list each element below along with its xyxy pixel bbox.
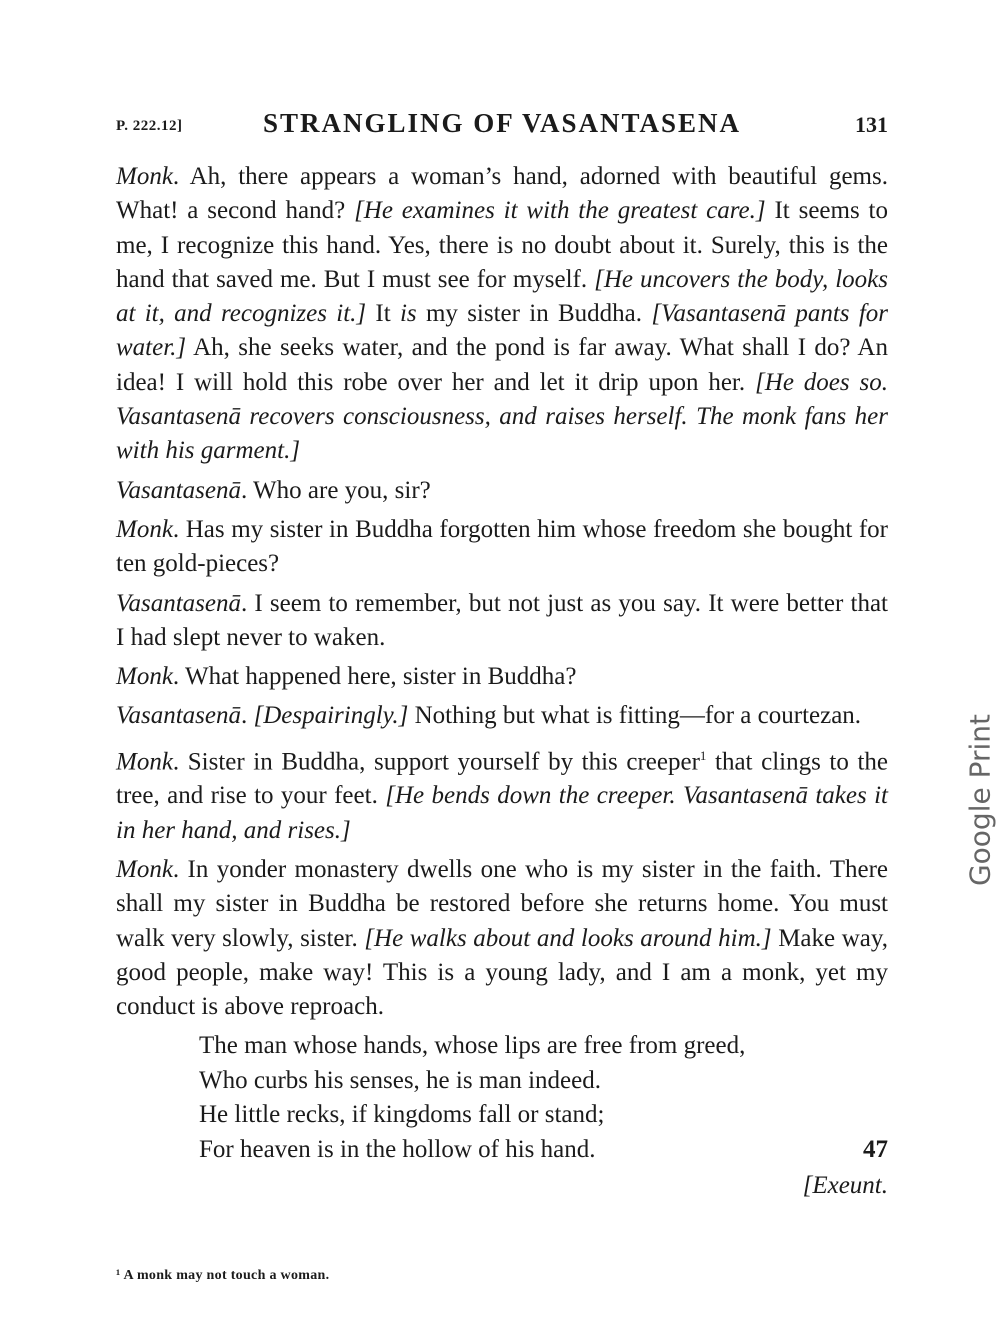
dialogue-text: . Has my sister in Buddha forgotten him whose freedom she bought for ten gold-pieces? [116, 515, 888, 578]
dialogue-text: Nothing but what is fitting—for a courtezan. [408, 702, 862, 730]
stage-direction: [Despairingly.] [253, 702, 409, 730]
watermark: Google Print [963, 713, 997, 887]
running-header [116, 108, 888, 144]
dialogue-paragraph [116, 513, 888, 582]
stage-direction: [He examines it with the greatest care.] [354, 197, 766, 225]
verse-line: He little recks, if kingdoms fall or stand; [199, 1101, 605, 1129]
dialogue-text: . Who are you, sir? [241, 476, 431, 504]
page-reference: P. 222.12] [116, 118, 183, 134]
stage-direction: [Vasantasenā pants for water.] [116, 300, 888, 362]
speaker-name: Monk [116, 663, 173, 691]
speaker-name: Vasantasenā [116, 476, 241, 504]
page-number: 131 [855, 112, 888, 137]
stage-direction-exeunt: [Exeunt. [802, 1172, 888, 1200]
speaker-name: Vasantasenā [116, 589, 241, 617]
dialogue-text: Make way, good people, make way! This is a young lady, and I am a monk, yet my conduct is above reproach. [116, 924, 888, 1021]
chapter-title: STRANGLING OF VASANTASENA [262, 108, 742, 138]
verse-stanza [199, 1029, 888, 1167]
footnote-marker: 1 [699, 747, 707, 763]
stage-direction: [He walks about and looks around him.] [364, 924, 772, 952]
speaker-name: Monk [116, 163, 173, 190]
dialogue-text: Ah, she seeks water, and the pond is far away. What shall I do? An idea! I will hold this robe over her and let it drip upon her. [116, 334, 888, 396]
emphasis: is [399, 300, 417, 328]
verse-line: For heaven is in the hollow of his hand. [199, 1135, 596, 1163]
dialogue-paragraph [116, 160, 888, 469]
dialogue-paragraph [116, 474, 888, 508]
dialogue-text: . Sister in Buddha, support yourself by this creeper [172, 748, 700, 776]
dialogue-paragraph [116, 739, 888, 848]
dialogue-text: my sister in Buddha. [416, 300, 652, 328]
verse-number: 47 [863, 1135, 888, 1163]
dialogue-text: . In yonder monastery dwells one who is my sister in the faith. There shall my sister in Buddha be restored before she returns home. You must walk very slowly, sister. [116, 855, 888, 952]
dialogue-text: that clings to the tree, and rise to your feet. [116, 748, 888, 810]
speaker-name: Monk [116, 748, 173, 776]
dialogue-text: It seems to me, I recognize this hand. Yes, there is no doubt about it. Surely, this is the hand that saved me. But I must see for myself. [116, 197, 888, 293]
verse-line: The man whose hands, whose lips are free from greed, [199, 1032, 746, 1060]
speaker-name: Vasantasenā [116, 702, 241, 730]
speaker-name: Monk [116, 515, 173, 543]
footnote: ¹ A monk may not touch a woman. [116, 1268, 330, 1283]
verse-line: Who curbs his senses, he is man indeed. [199, 1066, 602, 1094]
dialogue-paragraph [116, 699, 888, 733]
speaker-name: Monk [116, 855, 173, 883]
dialogue-paragraph [116, 587, 888, 656]
page-body [116, 160, 888, 1204]
dialogue-text: It [366, 300, 400, 328]
stage-direction: [He does so. Vasantasenā recovers consciousness, and raises herself. The monk fans her with his garment.] [116, 368, 888, 465]
dialogue-text: . [241, 702, 254, 730]
dialogue-paragraph [116, 660, 888, 694]
dialogue-paragraph [116, 853, 888, 1024]
stage-direction: [He uncovers the body, looks at it, and recognizes it.] [116, 265, 889, 328]
dialogue-text: . Ah, there appears a woman’s hand, adorned with beautiful gems. What! a second hand? [116, 163, 888, 225]
dialogue-text: . I seem to remember, but not just as you say. It were better that I had slept never to waken. [116, 589, 888, 651]
dialogue-text: . What happened here, sister in Buddha? [172, 663, 577, 691]
stage-direction: [He bends down the creeper. Vasantasenā takes it in her hand, and rises.] [116, 782, 889, 844]
